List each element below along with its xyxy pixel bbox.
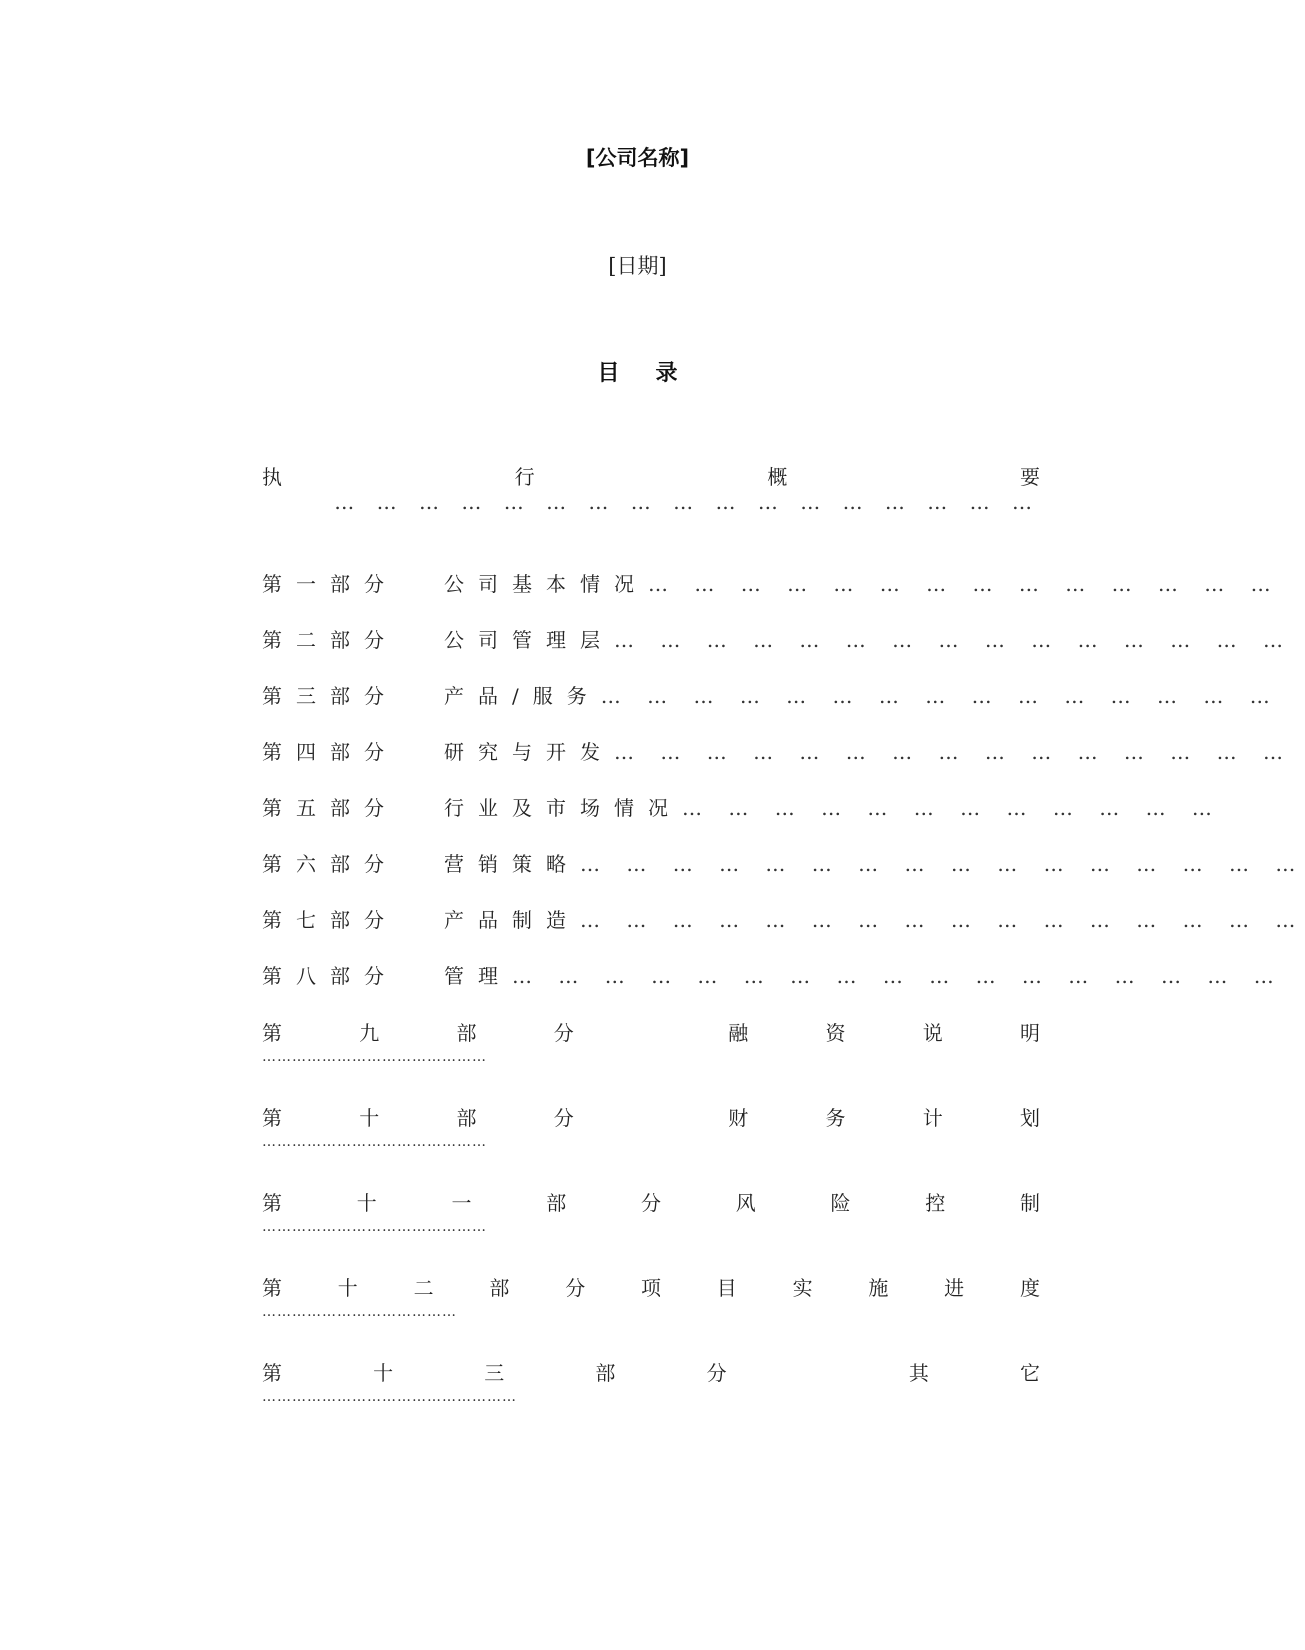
toc-entry[interactable] bbox=[262, 681, 1280, 711]
toc-title-char: 录 bbox=[655, 361, 678, 386]
toc-leader: ………………………………… bbox=[262, 1304, 457, 1320]
toc-leader: … … … … … … … … … … … … … … … … … bbox=[334, 490, 1040, 514]
toc-char: 明 bbox=[1020, 1021, 1040, 1045]
toc-char: 它 bbox=[1019, 1361, 1040, 1385]
toc-entry-part-9[interactable] bbox=[262, 1018, 1040, 1070]
toc-char: 三 bbox=[484, 1361, 505, 1385]
toc-char: 其 bbox=[908, 1361, 929, 1385]
toc-char: 部 bbox=[595, 1361, 616, 1385]
toc-leader: ……………………………………… bbox=[262, 1219, 487, 1235]
toc-title-text: 管理 bbox=[444, 964, 512, 988]
toc-leader: … … … … … … … … … … … … … … … bbox=[614, 628, 1294, 652]
toc-char: 分 bbox=[565, 1276, 586, 1300]
toc-leader: … … … … … … … … … … … … … … … … bbox=[580, 852, 1305, 876]
toc-char: 一 bbox=[451, 1191, 472, 1215]
toc-entry[interactable] bbox=[262, 737, 1294, 767]
toc-char: 风 bbox=[735, 1191, 756, 1215]
toc-part: 第六部分 bbox=[262, 852, 398, 876]
toc-char: 第 bbox=[262, 1106, 282, 1130]
toc-char: 九 bbox=[359, 1021, 380, 1045]
toc-part: 第二部分 bbox=[262, 628, 398, 652]
toc-char: 概 bbox=[767, 465, 788, 489]
toc-char: 部 bbox=[456, 1021, 477, 1045]
document-date: [日期] bbox=[608, 254, 667, 278]
toc-char: 要 bbox=[1019, 465, 1040, 489]
toc-part: 第四部分 bbox=[262, 740, 398, 764]
toc-entry-part-12[interactable] bbox=[262, 1273, 1040, 1325]
toc-title-text: 产品/服务 bbox=[444, 684, 601, 708]
toc-title-text: 研究与开发 bbox=[444, 740, 614, 764]
toc-char: 财 bbox=[728, 1106, 749, 1130]
toc-entry-exec-summary[interactable] bbox=[262, 462, 1040, 514]
toc-entry[interactable] bbox=[262, 793, 1222, 823]
toc-char: 行 bbox=[514, 465, 535, 489]
toc-char: 分 bbox=[706, 1361, 727, 1385]
company-name: [公司名称] bbox=[585, 146, 690, 170]
toc-char: 控 bbox=[925, 1191, 946, 1215]
toc-char: 二 bbox=[413, 1276, 434, 1300]
toc-part: 第七部分 bbox=[262, 908, 398, 932]
toc-entry-part-11[interactable] bbox=[262, 1188, 1040, 1240]
toc-char: 十 bbox=[356, 1191, 377, 1215]
toc-char: 说 bbox=[922, 1021, 943, 1045]
toc-char: 十 bbox=[337, 1276, 358, 1300]
toc-char: 十 bbox=[373, 1361, 394, 1385]
toc-char: 部 bbox=[489, 1276, 510, 1300]
toc-part: 第一部分 bbox=[262, 572, 398, 596]
toc-char: 划 bbox=[1020, 1106, 1040, 1130]
toc-char: 十 bbox=[359, 1106, 380, 1130]
toc-char: 施 bbox=[868, 1276, 889, 1300]
toc-entry[interactable] bbox=[262, 961, 1284, 991]
toc-char: 融 bbox=[728, 1021, 749, 1045]
toc-char: 分 bbox=[553, 1021, 574, 1045]
toc-title-text: 公司管理层 bbox=[444, 628, 614, 652]
toc-leader: ……………………………………… bbox=[262, 1134, 487, 1150]
toc-char: 险 bbox=[830, 1191, 851, 1215]
toc-char: 执 bbox=[262, 465, 282, 489]
toc-leader: … … … … … … … … … … … … … … … bbox=[600, 684, 1280, 708]
toc-entry[interactable] bbox=[262, 569, 1281, 599]
toc-title-text: 行业及市场情况 bbox=[444, 796, 682, 820]
toc-part: 第三部分 bbox=[262, 684, 398, 708]
toc-entry[interactable] bbox=[262, 905, 1305, 935]
toc-leader: … … … … … … … … … … … … … … … … bbox=[580, 908, 1305, 932]
toc-leader: ……………………………………… bbox=[262, 1049, 487, 1065]
toc-title-text: 公司基本情况 bbox=[444, 572, 648, 596]
toc-char: 实 bbox=[792, 1276, 813, 1300]
toc-title bbox=[0, 356, 1275, 387]
toc-char: 制 bbox=[1020, 1191, 1040, 1215]
toc-title-text: 营销策略 bbox=[444, 852, 580, 876]
toc-char: 项 bbox=[640, 1276, 661, 1300]
toc-char: 部 bbox=[456, 1106, 477, 1130]
toc-char: 目 bbox=[716, 1276, 737, 1300]
toc-char: 资 bbox=[825, 1021, 846, 1045]
toc-leader: …………………………………………… bbox=[262, 1389, 517, 1405]
toc-char: 分 bbox=[553, 1106, 574, 1130]
toc-char: 度 bbox=[1019, 1276, 1040, 1300]
toc-entry[interactable] bbox=[262, 625, 1294, 655]
toc-char: 务 bbox=[825, 1106, 846, 1130]
toc-char: 分 bbox=[641, 1191, 661, 1215]
toc-entry-part-13[interactable] bbox=[262, 1358, 1040, 1410]
toc-char: 第 bbox=[262, 1191, 282, 1215]
toc-entry[interactable] bbox=[262, 849, 1305, 879]
toc-char: 第 bbox=[262, 1021, 282, 1045]
toc-char: 部 bbox=[546, 1191, 567, 1215]
toc-char: 进 bbox=[944, 1276, 965, 1300]
toc-char: 第 bbox=[262, 1276, 282, 1300]
toc-leader: … … … … … … … … … … … … … … bbox=[648, 572, 1281, 596]
toc-leader: … … … … … … … … … … … … bbox=[682, 796, 1222, 820]
toc-leader: … … … … … … … … … … … … … … … … … bbox=[512, 964, 1284, 988]
toc-part: 第五部分 bbox=[262, 796, 398, 820]
toc-leader: … … … … … … … … … … … … … … … bbox=[614, 740, 1294, 764]
toc-title-char: 目 bbox=[597, 361, 620, 386]
toc-title-text: 产品制造 bbox=[444, 908, 580, 932]
toc-char: 第 bbox=[262, 1361, 282, 1385]
toc-part: 第八部分 bbox=[262, 964, 398, 988]
toc-entry-part-10[interactable] bbox=[262, 1103, 1040, 1155]
toc-char: 计 bbox=[922, 1106, 943, 1130]
